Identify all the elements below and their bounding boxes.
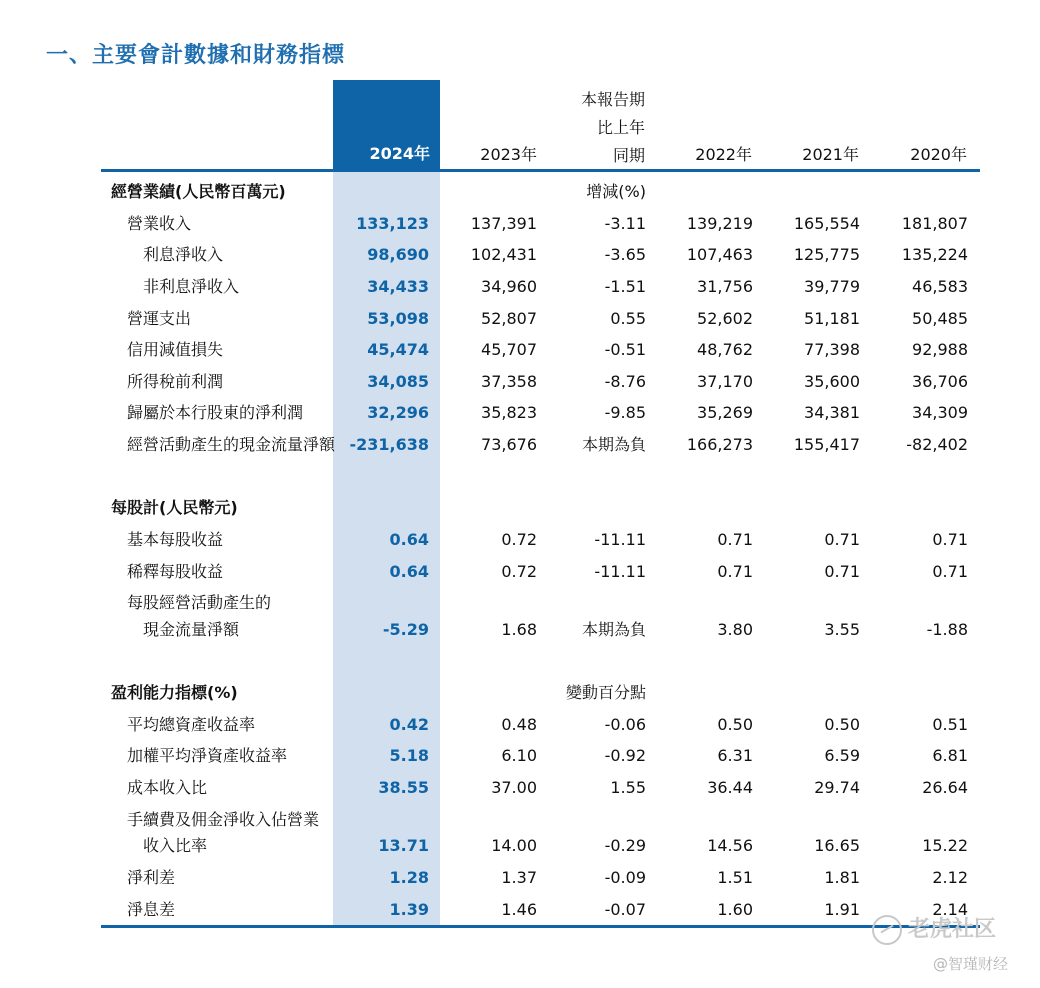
value-2020: -82,402 — [906, 435, 968, 454]
value-2020: 46,583 — [912, 277, 968, 296]
row-label: 成本收入比 — [127, 778, 208, 797]
value-change: -11.11 — [594, 562, 646, 581]
value-change: 本期為負 — [581, 435, 646, 454]
value-change: -3.11 — [604, 214, 646, 233]
value-2023: 52,807 — [481, 309, 537, 328]
value-2022: 52,602 — [697, 309, 753, 328]
value-2022: 31,756 — [697, 277, 753, 296]
section-row-operating — [101, 177, 980, 207]
value-2024: 34,085 — [367, 372, 429, 391]
value-2020: 0.71 — [932, 530, 968, 549]
value-2022: 0.71 — [717, 530, 753, 549]
value-2022: 37,170 — [697, 372, 753, 391]
value-change: -9.85 — [604, 403, 646, 422]
value-2021: 3.55 — [824, 620, 860, 639]
value-2022: 0.71 — [717, 562, 753, 581]
row-label: 現金流量淨額 — [143, 620, 240, 639]
section-label-per-share: 每股計(人民幣元) — [111, 498, 238, 517]
value-2022: 0.50 — [717, 715, 753, 734]
row-label: 所得稅前利潤 — [127, 372, 224, 391]
value-2024: 0.64 — [389, 530, 429, 549]
value-2021: 35,600 — [804, 372, 860, 391]
value-2022: 1.60 — [717, 900, 753, 919]
value-2023: 73,676 — [481, 435, 537, 454]
value-2021: 1.91 — [824, 900, 860, 919]
value-2021: 1.81 — [824, 868, 860, 887]
row-label: 平均總資產收益率 — [127, 715, 256, 734]
table-row — [101, 741, 980, 771]
table-row — [101, 557, 980, 587]
value-2023: 102,431 — [470, 245, 537, 264]
value-2024: -231,638 — [349, 435, 429, 454]
section-label-operating: 經營業績(人民幣百萬元) — [111, 182, 286, 201]
table-row — [101, 525, 980, 555]
value-change: -0.51 — [604, 340, 646, 359]
value-2021: 6.59 — [824, 746, 860, 765]
value-2021: 39,779 — [804, 277, 860, 296]
value-2024: 0.64 — [389, 562, 429, 581]
value-2023: 34,960 — [481, 277, 537, 296]
value-2022: 48,762 — [697, 340, 753, 359]
row-label: 歸屬於本行股東的淨利潤 — [127, 403, 304, 422]
value-2023: 35,823 — [481, 403, 537, 422]
table-row — [101, 240, 980, 270]
value-2021: 51,181 — [804, 309, 860, 328]
table-bottom-rule — [101, 925, 980, 928]
value-2024: -5.29 — [382, 620, 429, 639]
value-2020: 15.22 — [922, 836, 968, 855]
table-row — [101, 304, 980, 334]
value-2024: 1.28 — [389, 868, 429, 887]
value-2022: 1.51 — [717, 868, 753, 887]
value-2020: 2.14 — [932, 900, 968, 919]
column-header-2024 — [333, 80, 440, 170]
table-row — [101, 773, 980, 803]
table-row — [101, 895, 980, 925]
table-top-rule — [101, 169, 980, 172]
value-change: 1.55 — [610, 778, 646, 797]
value-change: -0.07 — [604, 900, 646, 919]
row-label: 基本每股收益 — [127, 530, 224, 549]
row-label: 稀釋每股收益 — [127, 562, 224, 581]
table-row-label-line1 — [101, 588, 980, 618]
value-2020: 2.12 — [932, 868, 968, 887]
value-change: 本期為負 — [581, 620, 646, 639]
value-2021: 29.74 — [814, 778, 860, 797]
value-2023: 14.00 — [491, 836, 537, 855]
value-2022: 14.56 — [707, 836, 753, 855]
watermark-author: @智瑾财经 — [933, 955, 1009, 973]
value-2022: 36.44 — [707, 778, 753, 797]
value-2020: 92,988 — [912, 340, 968, 359]
value-2024: 13.71 — [378, 836, 429, 855]
value-2021: 0.71 — [824, 562, 860, 581]
row-label: 利息淨收入 — [143, 245, 224, 264]
table-row — [101, 398, 980, 428]
value-2023: 0.72 — [501, 530, 537, 549]
row-label: 加權平均淨資產收益率 — [127, 746, 288, 765]
watermark-brand — [872, 912, 996, 945]
value-2023: 6.10 — [501, 746, 537, 765]
value-2020: -1.88 — [926, 620, 968, 639]
page-title: 一、主要會計數據和財務指標 — [46, 43, 346, 68]
section-row-profitability — [101, 678, 980, 708]
column-header-2024-label: 2024年 — [369, 144, 430, 163]
value-change: -0.06 — [604, 715, 646, 734]
watermark-brand-text: 老虎社区 — [908, 917, 997, 942]
value-2022: 139,219 — [686, 214, 753, 233]
value-2023: 37.00 — [491, 778, 537, 797]
value-2024: 98,690 — [367, 245, 429, 264]
value-2022: 35,269 — [697, 403, 753, 422]
column-header-2023: 2023年 — [480, 145, 537, 164]
table-row — [101, 209, 980, 239]
value-2020: 0.71 — [932, 562, 968, 581]
value-2021: 34,381 — [804, 403, 860, 422]
value-2023: 0.72 — [501, 562, 537, 581]
value-change: 0.55 — [610, 309, 646, 328]
value-2020: 0.51 — [932, 715, 968, 734]
value-2021: 165,554 — [793, 214, 860, 233]
value-2022: 6.31 — [717, 746, 753, 765]
value-2020: 36,706 — [912, 372, 968, 391]
row-label: 淨利差 — [127, 868, 176, 887]
value-2023: 1.46 — [501, 900, 537, 919]
column-header-2022: 2022年 — [695, 145, 752, 164]
value-2021: 0.71 — [824, 530, 860, 549]
value-2023: 37,358 — [481, 372, 537, 391]
table-row — [101, 831, 980, 861]
row-label: 信用減值損失 — [127, 340, 224, 359]
section-label-profitability: 盈利能力指標(%) — [111, 683, 238, 702]
value-2024: 45,474 — [367, 340, 429, 359]
value-change: -11.11 — [594, 530, 646, 549]
row-label: 收入比率 — [143, 836, 208, 855]
table-row — [101, 615, 980, 645]
tiger-logo-icon — [872, 915, 902, 945]
value-2021: 77,398 — [804, 340, 860, 359]
value-2020: 181,807 — [901, 214, 968, 233]
value-2024: 32,296 — [367, 403, 429, 422]
value-2022: 3.80 — [717, 620, 753, 639]
table-row — [101, 335, 980, 365]
value-2024: 34,433 — [367, 277, 429, 296]
value-2024: 0.42 — [389, 715, 429, 734]
value-change: -3.65 — [604, 245, 646, 264]
row-label-line1: 手續費及佣金淨收入佔營業 — [127, 810, 320, 829]
value-change: -0.92 — [604, 746, 646, 765]
value-2021: 16.65 — [814, 836, 860, 855]
column-header-change — [581, 86, 645, 170]
value-2020: 50,485 — [912, 309, 968, 328]
value-2024: 5.18 — [389, 746, 429, 765]
table-row — [101, 272, 980, 302]
row-label: 非利息淨收入 — [143, 277, 240, 296]
value-2023: 137,391 — [470, 214, 537, 233]
value-2020: 26.64 — [922, 778, 968, 797]
table-row — [101, 367, 980, 397]
value-2024: 1.39 — [389, 900, 429, 919]
row-label-line1: 每股經營活動產生的 — [127, 593, 272, 612]
column-header-change-line1: 本報告期 — [580, 90, 645, 109]
value-change: -0.09 — [604, 868, 646, 887]
row-label: 淨息差 — [127, 900, 176, 919]
column-header-2020: 2020年 — [910, 145, 967, 164]
value-2024: 53,098 — [367, 309, 429, 328]
table-row — [101, 710, 980, 740]
value-2020: 34,309 — [912, 403, 968, 422]
value-2023: 0.48 — [501, 715, 537, 734]
value-2021: 155,417 — [793, 435, 860, 454]
value-2024: 133,123 — [356, 214, 429, 233]
column-header-change-line2: 比上年 — [596, 118, 645, 137]
value-2022: 166,273 — [686, 435, 753, 454]
column-header-2021: 2021年 — [802, 145, 859, 164]
value-2023: 1.37 — [501, 868, 537, 887]
value-change: -0.29 — [604, 836, 646, 855]
value-2021: 0.50 — [824, 715, 860, 734]
value-change: -8.76 — [604, 372, 646, 391]
section-row-per-share — [101, 493, 980, 523]
table-row — [101, 430, 980, 460]
section-note-profitability: 變動百分點 — [565, 683, 646, 702]
value-2022: 107,463 — [686, 245, 753, 264]
value-2023: 45,707 — [481, 340, 537, 359]
column-header-change-line3: 同期 — [612, 146, 645, 165]
value-2021: 125,775 — [793, 245, 860, 264]
value-2020: 135,224 — [901, 245, 968, 264]
section-note-operating: 增減(%) — [586, 182, 646, 201]
table-row — [101, 863, 980, 893]
row-label: 經營活動產生的現金流量淨額 — [127, 435, 336, 454]
value-2020: 6.81 — [932, 746, 968, 765]
row-label: 營運支出 — [127, 309, 192, 328]
row-label: 營業收入 — [127, 214, 192, 233]
value-2023: 1.68 — [501, 620, 537, 639]
value-change: -1.51 — [604, 277, 646, 296]
value-2024: 38.55 — [378, 778, 429, 797]
